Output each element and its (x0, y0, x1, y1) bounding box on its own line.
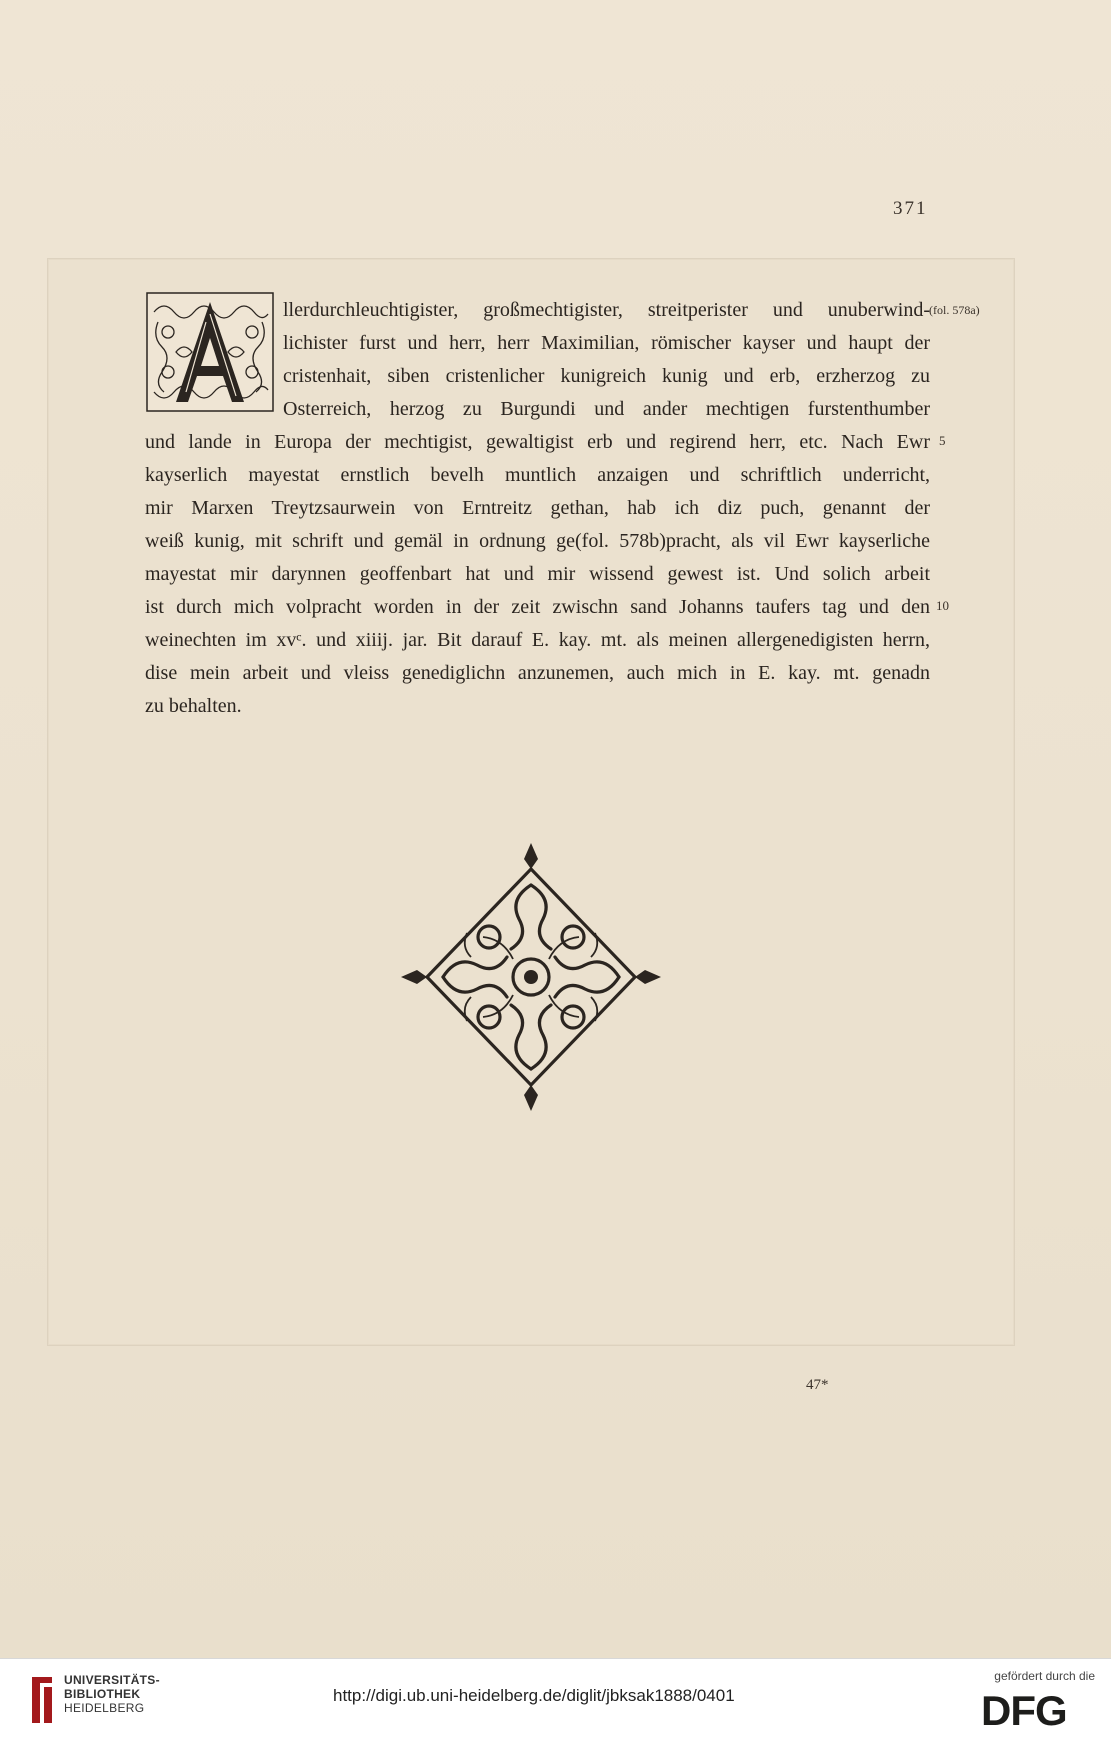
page-number: 371 (893, 198, 928, 219)
line-number: 10 (936, 598, 949, 613)
text-line: mir Marxen Treytzsaurwein von Erntreitz gethan, hab ich diz puch, genannt der (145, 497, 930, 519)
ornamental-vignette (399, 840, 664, 1115)
text-line: ist durch mich volpracht worden in der zeit zwischn sand Johanns taufers tag und den (145, 596, 930, 618)
library-name-line: BIBLIOTHEK (64, 1687, 141, 1701)
folio-margin-note: (fol. 578a) (929, 303, 980, 317)
text-line: mayestat mir darynnen geoffenbart hat und mir wissend gewest ist. Und solich arbeit (145, 563, 930, 585)
text-line: und lande in Europa der mechtigist, gewaltigist erb und regirend herr, etc. Nach Ewr (145, 431, 930, 453)
permalink-url[interactable]: http://digi.ub.uni-heidelberg.de/diglit/jbksak1888/0401 (333, 1686, 735, 1705)
text-line: llerdurchleuchtigister, großmechtigister, streitperister und unuberwind- (283, 299, 930, 321)
text-line: weiß kunig, mit schrift und gemäl in ordnung ge(fol. 578b)pracht, als vil Ewr kayserliche (145, 530, 930, 552)
text-line: lichister furst und herr, herr Maximilian, römischer kayser und haupt der (283, 332, 930, 354)
text-line: Osterreich, herzog zu Burgundi und ander mechtigen furstenthumber (283, 398, 930, 420)
text-line: cristenhait, siben cristenlicher kunigreich kunig und erb, erzherzog zu (283, 365, 930, 387)
dfg-logo-icon (979, 1689, 1097, 1729)
line-number: 5 (939, 433, 946, 448)
library-name (64, 1673, 160, 1715)
decorated-initial (146, 292, 274, 412)
svg-text:DFG: DFG (981, 1689, 1067, 1729)
library-logo-icon (26, 1675, 56, 1725)
library-name-line: UNIVERSITÄTS- (64, 1673, 160, 1687)
text-line: dise mein arbeit und vleiss genediglichn anzunemen, auch mich in E. kay. mt. genadn (145, 662, 930, 684)
library-name-line: HEIDELBERG (64, 1701, 145, 1715)
sheet-signature: 47* (806, 1377, 829, 1393)
sponsor-text: gefördert durch die (994, 1669, 1095, 1683)
text-line: weinechten im xvᶜ. und xiiij. jar. Bit darauf E. kay. mt. als meinen allergenedigisten herrn, (145, 629, 930, 651)
text-line: kayserlich mayestat ernstlich bevelh muntlich anzaigen und schriftlich underricht, (145, 464, 930, 486)
digitization-footer (0, 1658, 1111, 1740)
text-line: zu behalten. (145, 695, 242, 717)
